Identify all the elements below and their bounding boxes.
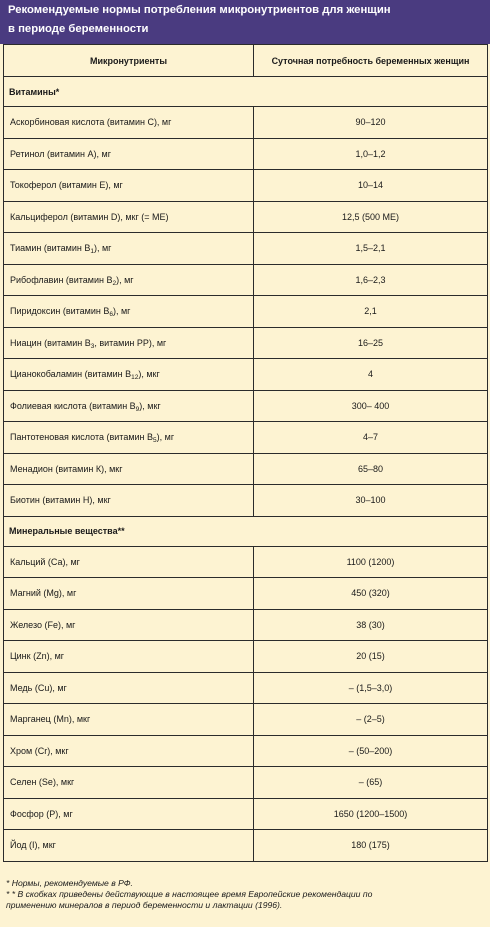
daily-requirement-value: 4–7 [254, 422, 488, 454]
section-title: Витамины* [4, 77, 488, 107]
footnote-1: * Нормы, рекомендуемые в РФ. [6, 878, 133, 888]
nutrient-name [4, 390, 254, 422]
table-row [4, 327, 488, 359]
daily-requirement-value: 1,0–1,2 [254, 138, 488, 170]
daily-requirement-value: – (2–5) [254, 704, 488, 736]
nutrient-name-unit: , витамин РР), мг [94, 337, 167, 348]
nutrient-name: Хром (Cr), мкг [4, 735, 254, 767]
vitamin-subscript: 5 [153, 437, 157, 445]
table-row [4, 201, 488, 233]
vitamin-subscript: 1 [90, 248, 94, 256]
table-row [4, 422, 488, 454]
nutrient-name-text: Ниацин (витамин В [10, 337, 91, 348]
nutrient-name: Биотин (витамин Н), мкг [4, 485, 254, 517]
daily-requirement-value: 300– 400 [254, 390, 488, 422]
daily-requirement-value: 10–14 [254, 170, 488, 202]
daily-requirement-value: – (1,5–3,0) [254, 672, 488, 704]
daily-requirement-value: 2,1 [254, 296, 488, 328]
nutrient-name-unit: ), мг [116, 274, 134, 285]
table-row [4, 735, 488, 767]
daily-requirement-value: 4 [254, 359, 488, 391]
table-row [4, 485, 488, 517]
table-row [4, 264, 488, 296]
table-row [4, 359, 488, 391]
footnote-2: * * В скобках приведены действующие в настоящее время Европейские рекомендации по [6, 889, 373, 899]
daily-requirement-value: 180 (175) [254, 830, 488, 862]
nutrient-name-text: Пантотеновая кислота (витамин В [10, 432, 154, 443]
daily-requirement-value: 20 (15) [254, 641, 488, 673]
daily-requirement-value: 1,6–2,3 [254, 264, 488, 296]
vitamin-subscript: 9 [135, 405, 140, 413]
table-row [4, 296, 488, 328]
daily-requirement-value: 16–25 [254, 327, 488, 359]
daily-requirement-value: – (65) [254, 767, 488, 799]
daily-requirement-value: 1650 (1200–1500) [254, 798, 488, 830]
table-row [4, 578, 488, 610]
nutrient-name: Аскорбиновая кислота (витамин C), мг [4, 107, 254, 139]
table-row [4, 830, 488, 862]
vitamin-subscript: 12 [131, 374, 139, 382]
table-row [4, 107, 488, 139]
nutrient-name [4, 422, 254, 454]
daily-requirement-value: 30–100 [254, 485, 488, 517]
section-row [4, 516, 488, 546]
nutrient-name: Менадион (витамин К), мкг [4, 453, 254, 485]
nutrient-name-unit: ), мкг [139, 400, 161, 411]
table-row [4, 609, 488, 641]
nutrient-name-unit: ), мкг [138, 369, 160, 380]
micronutrients-table [3, 44, 488, 862]
nutrient-name: Кальциферол (витамин D), мкг (= МЕ) [4, 201, 254, 233]
title-line-1: Рекомендуемые нормы потребления микронутриентов для женщин [8, 4, 391, 16]
daily-requirement-value: – (50–200) [254, 735, 488, 767]
nutrient-name [4, 327, 254, 359]
daily-requirement-value: 90–120 [254, 107, 488, 139]
nutrient-name-text: Фолиевая кислота (витамин В [10, 400, 136, 411]
title-bar [0, 0, 490, 44]
section-row [4, 77, 488, 107]
nutrient-name: Цинк (Zn), мг [4, 641, 254, 673]
nutrient-name-text: Рибофлавин (витамин В [10, 274, 113, 285]
nutrient-name [4, 296, 254, 328]
vitamin-subscript: 6 [109, 311, 113, 319]
nutrient-name: Фосфор (Р), мг [4, 798, 254, 830]
nutrient-name: Железо (Fe), мг [4, 609, 254, 641]
table-row [4, 798, 488, 830]
nutrient-name [4, 233, 254, 265]
section-title: Минеральные вещества** [4, 516, 488, 546]
nutrient-name: Селен (Se), мкг [4, 767, 254, 799]
table-header-row [4, 45, 488, 77]
table-row [4, 672, 488, 704]
nutrient-name: Магний (Mg), мг [4, 578, 254, 610]
nutrient-name: Медь (Cu), мг [4, 672, 254, 704]
nutrient-name [4, 264, 254, 296]
daily-requirement-value: 450 (320) [254, 578, 488, 610]
table-row [4, 390, 488, 422]
daily-requirement-value: 38 (30) [254, 609, 488, 641]
column-header-daily-requirement: Суточная потребность беременных женщин [254, 45, 488, 77]
daily-requirement-value: 1100 (1200) [254, 546, 488, 578]
table-row [4, 546, 488, 578]
nutrient-name: Токоферол (витамин Е), мг [4, 170, 254, 202]
table-row [4, 170, 488, 202]
nutrient-name-unit: ), мг [156, 432, 175, 443]
nutrient-name: Йод (I), мкг [4, 830, 254, 862]
daily-requirement-value: 65–80 [254, 453, 488, 485]
table-row [4, 138, 488, 170]
footnotes [6, 878, 484, 911]
column-header-micronutrients: Микронутриенты [4, 45, 254, 77]
nutrient-name-unit: ), мг [112, 306, 131, 317]
nutrient-name-unit: ), мг [93, 243, 112, 254]
daily-requirement-value: 1,5–2,1 [254, 233, 488, 265]
table-row [4, 704, 488, 736]
title-line-2: в периоде беременности [8, 23, 149, 35]
vitamin-subscript: 3 [90, 342, 95, 350]
vitamin-subscript: 2 [112, 279, 117, 287]
table-row [4, 641, 488, 673]
nutrient-name-text: Тиамин (витамин В [10, 243, 91, 254]
table-row [4, 767, 488, 799]
nutrient-name [4, 359, 254, 391]
nutrient-name: Марганец (Mn), мкг [4, 704, 254, 736]
table-row [4, 453, 488, 485]
nutrient-name-text: Цианокобаламин (витамин В [10, 369, 132, 380]
daily-requirement-value: 12,5 (500 МЕ) [254, 201, 488, 233]
footnote-2-continued: применению минералов в период беременности и лактации (1996). [6, 900, 283, 910]
nutrient-name: Ретинол (витамин А), мг [4, 138, 254, 170]
nutrient-name: Кальций (Са), мг [4, 546, 254, 578]
nutrient-name-text: Пиридоксин (витамин В [10, 306, 110, 317]
table-row [4, 233, 488, 265]
